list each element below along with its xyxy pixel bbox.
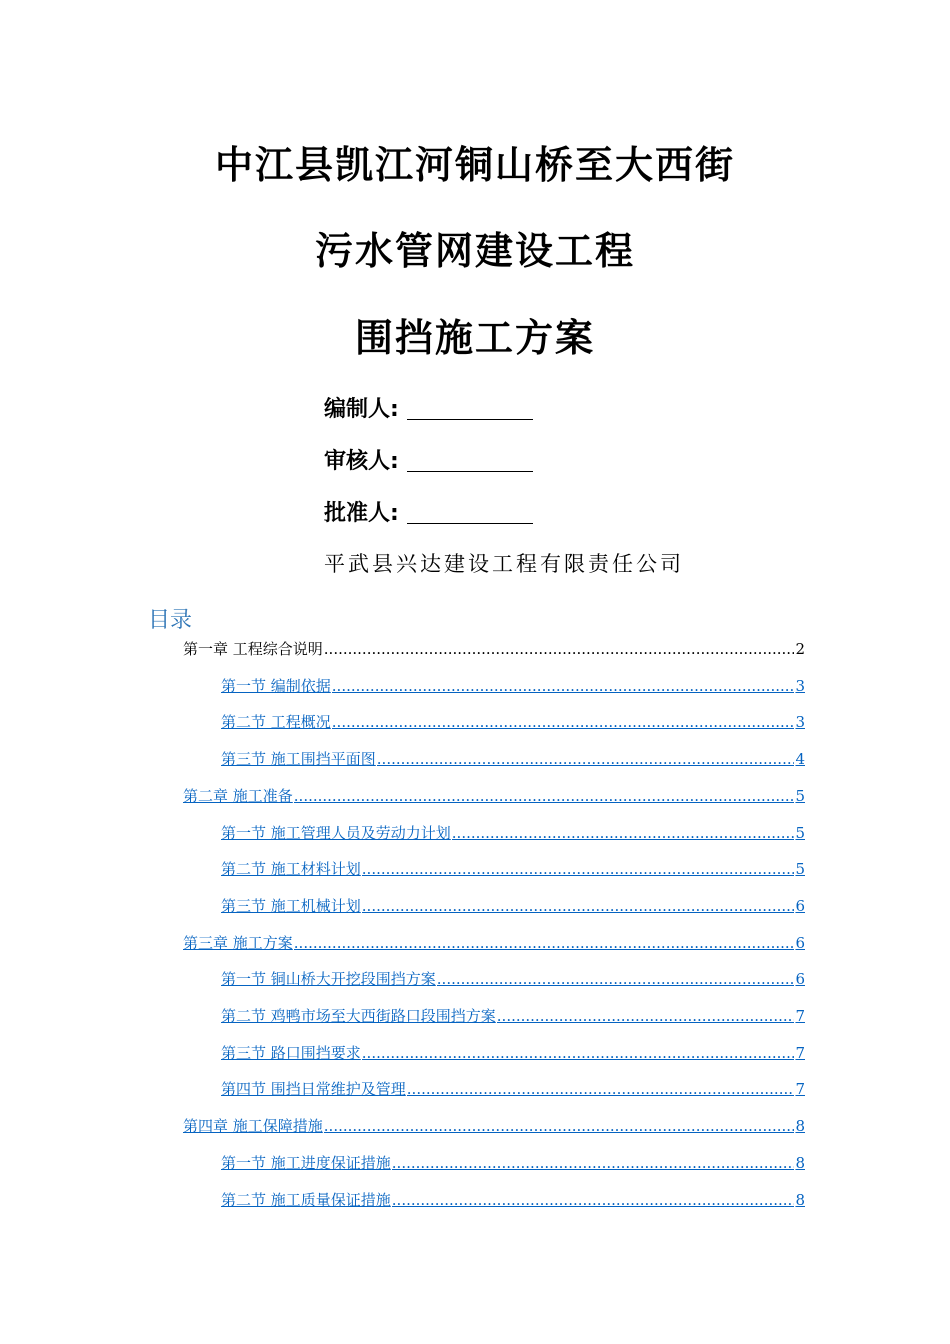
toc-entry-title[interactable]: 第二节 施工质量保证措施 — [221, 1190, 391, 1209]
toc-entry-title[interactable]: 第三节 施工围挡平面图 — [221, 750, 376, 769]
reviewed-by-label: 审核人: — [324, 449, 399, 474]
toc-entry-title[interactable]: 第一节 施工管理人员及劳动力计划 — [221, 823, 451, 842]
title-line-2: 污水管网建设工程 — [314, 229, 635, 273]
title-line-3: 围挡施工方案 — [354, 316, 595, 360]
prepared-by-label: 编制人: — [324, 397, 399, 422]
prepared-by-row — [324, 393, 533, 425]
toc-entry-title[interactable]: 第三节 路口围挡要求 — [221, 1043, 361, 1062]
title-line-1: 中江县凯江河铜山桥至大西街 — [214, 143, 735, 187]
toc-dot-leader — [294, 932, 795, 954]
toc-entry[interactable] — [221, 711, 805, 733]
toc-entry-page[interactable]: 8 — [795, 1153, 805, 1172]
toc-heading: 目录 — [148, 608, 193, 633]
toc-dot-leader — [392, 1189, 795, 1211]
toc-entry[interactable] — [221, 895, 805, 917]
toc-entry-page: 2 — [795, 640, 805, 658]
toc-entry-title[interactable]: 第四章 施工保障措施 — [183, 1117, 323, 1136]
toc-entry-page[interactable]: 5 — [795, 860, 805, 879]
toc-dot-leader — [437, 968, 795, 990]
toc-entry-title[interactable]: 第二章 施工准备 — [183, 786, 293, 805]
toc-dot-leader — [324, 1115, 795, 1137]
toc-entry[interactable] — [221, 1189, 805, 1211]
toc-entry[interactable] — [221, 1152, 805, 1174]
toc-dot-leader — [362, 1042, 795, 1064]
reviewed-by-blank — [407, 470, 533, 472]
toc-entry[interactable] — [183, 1115, 805, 1137]
toc-entry-title[interactable]: 第一节 编制依据 — [221, 676, 331, 695]
toc-entry-title[interactable]: 第一节 施工进度保证措施 — [221, 1153, 391, 1172]
approved-by-label: 批准人: — [324, 501, 399, 526]
toc-entry[interactable] — [221, 675, 805, 697]
toc-entry[interactable] — [221, 968, 805, 990]
toc-entry-page[interactable]: 3 — [795, 713, 805, 732]
toc-entry-title[interactable]: 第一节 铜山桥大开挖段围挡方案 — [221, 970, 436, 989]
toc-dot-leader — [362, 858, 795, 880]
toc-entry-page[interactable]: 4 — [795, 750, 805, 769]
toc-entry-page[interactable]: 6 — [795, 896, 805, 915]
toc-entry[interactable] — [183, 785, 805, 807]
company-name: 平武县兴达建设工程有限责任公司 — [324, 552, 684, 576]
toc-entry-page[interactable]: 3 — [795, 676, 805, 695]
toc-entry-page[interactable]: 5 — [795, 823, 805, 842]
toc-dot-leader — [332, 711, 795, 733]
toc-entry — [183, 638, 805, 660]
toc-entry[interactable] — [221, 1078, 805, 1100]
toc-dot-leader — [452, 822, 795, 844]
toc-dot-leader — [332, 675, 795, 697]
toc-dot-leader — [377, 748, 795, 770]
approved-by-row — [324, 497, 533, 529]
toc-dot-leader — [392, 1152, 795, 1174]
toc-entry-page[interactable]: 6 — [795, 970, 805, 989]
approved-by-blank — [407, 522, 533, 524]
toc-dot-leader — [497, 1005, 795, 1027]
toc-entry[interactable] — [221, 1042, 805, 1064]
toc-entry-page[interactable]: 8 — [795, 1190, 805, 1209]
toc-entry-page[interactable]: 7 — [795, 1007, 805, 1025]
toc-entry-title[interactable]: 第二节 工程概况 — [221, 713, 331, 732]
prepared-by-blank — [407, 418, 533, 420]
reviewed-by-row — [324, 445, 533, 477]
toc-entry-title[interactable]: 第四节 围挡日常维护及管理 — [221, 1080, 406, 1099]
toc-entry-page[interactable]: 7 — [795, 1043, 805, 1062]
toc-entry[interactable] — [221, 748, 805, 770]
toc-dot-leader — [362, 895, 795, 917]
toc-entry[interactable] — [183, 932, 805, 954]
toc-entry[interactable] — [221, 1005, 805, 1027]
toc-dot-leader — [294, 785, 795, 807]
toc-entry-title[interactable]: 第三章 施工方案 — [183, 933, 293, 952]
toc-entry-title[interactable]: 第二节 鸡鸭市场至大西街路口段围挡方案 — [221, 1007, 496, 1025]
toc-entry-page[interactable]: 7 — [795, 1080, 805, 1099]
toc-entry-page[interactable]: 8 — [795, 1117, 805, 1136]
toc-entry-page[interactable]: 6 — [795, 933, 805, 952]
toc-entry-page[interactable]: 5 — [795, 786, 805, 805]
toc-entry[interactable] — [221, 858, 805, 880]
toc-entry[interactable] — [221, 822, 805, 844]
toc-dot-leader — [324, 638, 795, 660]
toc-entry-title: 第一章 工程综合说明 — [183, 640, 323, 658]
toc-entry-title[interactable]: 第三节 施工机械计划 — [221, 896, 361, 915]
toc-dot-leader — [407, 1078, 795, 1100]
toc-entry-title[interactable]: 第二节 施工材料计划 — [221, 860, 361, 879]
